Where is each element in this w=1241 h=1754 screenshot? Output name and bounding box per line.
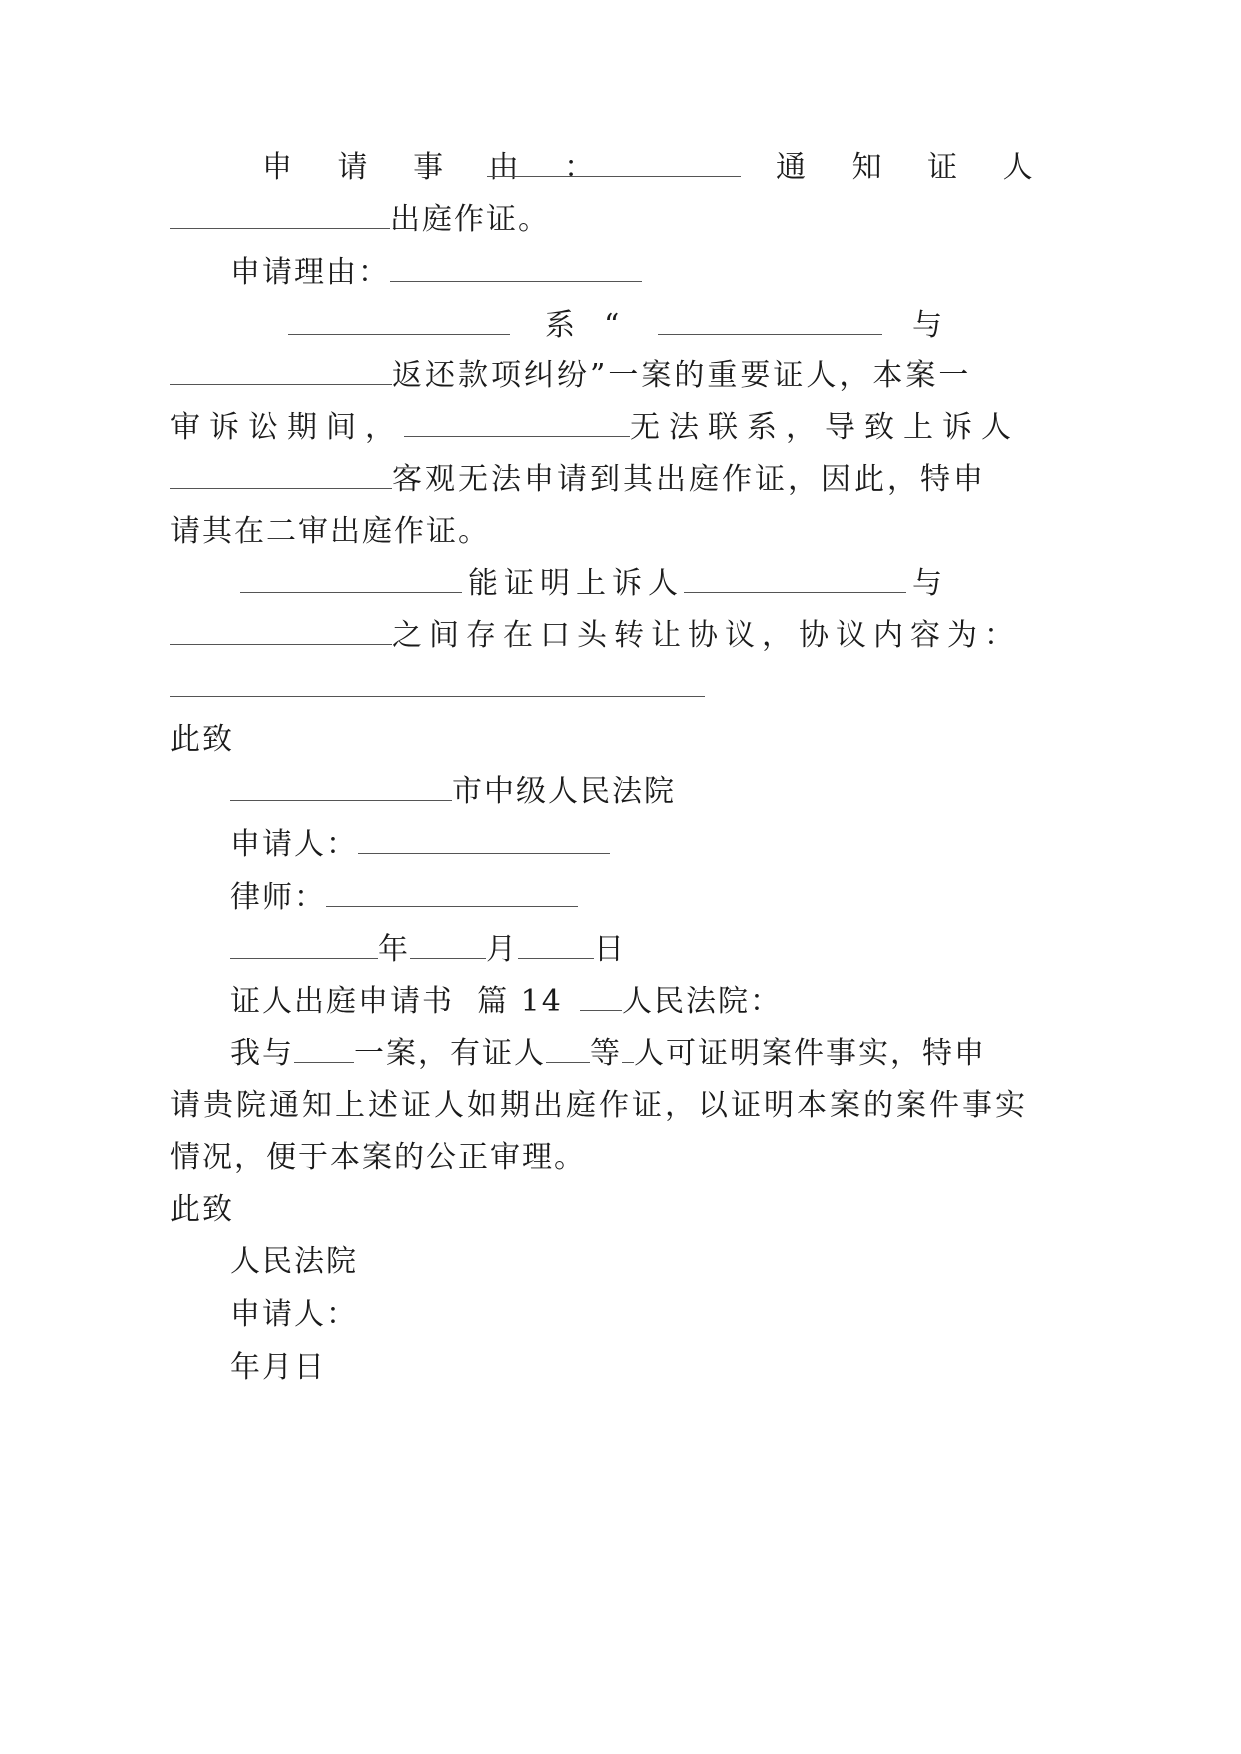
court-2-text: 人民法院 xyxy=(230,1244,358,1279)
blank-field[interactable] xyxy=(658,310,882,335)
case-party-blank[interactable] xyxy=(294,1038,354,1063)
appear-line xyxy=(170,200,550,240)
witness-blank[interactable] xyxy=(546,1038,590,1063)
closing-1 xyxy=(170,720,234,760)
line10-text: 之间存在口头转让协议，协议内容为： xyxy=(392,618,1021,653)
date-2 xyxy=(230,1348,326,1388)
date-2-text: 年月日 xyxy=(230,1350,326,1385)
line5-text: 返还款项纠纷”一案的重要证人，本案一 xyxy=(392,358,972,393)
apply-reason-line xyxy=(230,253,642,293)
applicant-1-label: 申请人： xyxy=(230,827,358,862)
court-2 xyxy=(230,1242,358,1282)
para2-line3-text: 情况，便于本案的公正审理。 xyxy=(170,1140,586,1175)
applicant-1 xyxy=(230,825,610,865)
blank-field[interactable] xyxy=(170,464,392,489)
date-1 xyxy=(230,930,626,970)
apply-reason-blank[interactable] xyxy=(390,257,642,282)
para2-b: 一案，有证人 xyxy=(354,1036,546,1071)
city-blank[interactable] xyxy=(230,776,452,801)
blank-field[interactable] xyxy=(684,568,906,593)
line8 xyxy=(170,512,490,552)
witness-name-blank[interactable] xyxy=(170,204,390,229)
blank-field[interactable] xyxy=(404,412,630,437)
line4-xi: 系 xyxy=(545,308,577,343)
line7-text: 客观无法申请到其出庭作证，因此，特申 xyxy=(392,462,986,497)
apply-reason-label: 申请理由： xyxy=(230,255,390,290)
court-addressee-2 xyxy=(580,982,782,1022)
blank-field[interactable] xyxy=(240,568,462,593)
line4-quote: “ xyxy=(604,308,622,343)
lawyer xyxy=(230,878,578,918)
line6 xyxy=(170,408,1020,448)
year-label: 年 xyxy=(378,932,410,967)
line9 xyxy=(240,564,944,604)
line10 xyxy=(170,616,1021,656)
line4-yu: 与 xyxy=(912,308,944,343)
notify-witness-text: 通 知 证 人 xyxy=(776,150,1051,185)
line6-text-b: 无法联系，导致上诉人 xyxy=(630,410,1020,445)
line5 xyxy=(170,356,971,396)
court-1 xyxy=(230,772,676,812)
line9-text-a: 能证明上诉人 xyxy=(468,566,684,601)
applicant-1-blank[interactable] xyxy=(358,829,610,854)
line4-quote-wrap xyxy=(604,306,621,346)
year-blank[interactable] xyxy=(230,934,378,959)
court-1-text: 市中级人民法院 xyxy=(452,774,676,809)
lawyer-label: 律师： xyxy=(230,880,326,915)
month-blank[interactable] xyxy=(410,934,486,959)
lawyer-blank[interactable] xyxy=(326,882,578,907)
apply-matter-label: 申 请 事 由 ： xyxy=(262,150,613,185)
section-title-2-text: 证人出庭申请书 篇 14 xyxy=(230,984,563,1019)
closing-2 xyxy=(170,1190,234,1230)
blank-field[interactable] xyxy=(170,360,392,385)
line4-yu-wrap xyxy=(912,306,944,346)
line9-text-b: 与 xyxy=(912,566,944,601)
line8-text: 请其在二审出庭作证。 xyxy=(170,514,490,549)
para2-d: 人可证明案件事实，特申 xyxy=(634,1036,986,1071)
apply-matter-blank-wrap xyxy=(487,148,741,188)
day-blank[interactable] xyxy=(518,934,594,959)
para2-line2 xyxy=(170,1086,1028,1126)
court-name-blank[interactable] xyxy=(580,986,622,1011)
applicant-2 xyxy=(230,1295,358,1335)
section-title-2 xyxy=(230,982,563,1022)
closing-2-text: 此致 xyxy=(170,1192,234,1227)
agreement-content-blank[interactable] xyxy=(170,672,705,697)
line7 xyxy=(170,460,986,500)
month-label: 月 xyxy=(486,932,518,967)
para2-c: 等 xyxy=(590,1036,622,1071)
para2-line1 xyxy=(230,1034,986,1074)
appear-text: 出庭作证。 xyxy=(390,202,550,237)
agreement-content-line xyxy=(170,668,705,708)
notify-witness-wrap xyxy=(776,148,1051,188)
court-addressee-2-text: 人民法院： xyxy=(622,984,782,1019)
applicant-2-label: 申请人： xyxy=(230,1297,358,1332)
day-label: 日 xyxy=(594,932,626,967)
blank-field[interactable] xyxy=(170,620,392,645)
para2-line2-text: 请贵院通知上述证人如期出庭作证，以证明本案的案件事实 xyxy=(170,1088,1028,1123)
line4-blank1-wrap xyxy=(288,306,510,346)
blank-field[interactable] xyxy=(487,152,741,177)
para2-line3 xyxy=(170,1138,586,1178)
line6-text-a: 审诉讼期间， xyxy=(170,410,404,445)
line4-blank2-wrap xyxy=(658,306,882,346)
para2-a: 我与 xyxy=(230,1036,294,1071)
line4-xi-wrap xyxy=(545,306,577,346)
closing-1-text: 此致 xyxy=(170,722,234,757)
blank-field[interactable] xyxy=(288,310,510,335)
count-blank[interactable] xyxy=(622,1038,634,1063)
